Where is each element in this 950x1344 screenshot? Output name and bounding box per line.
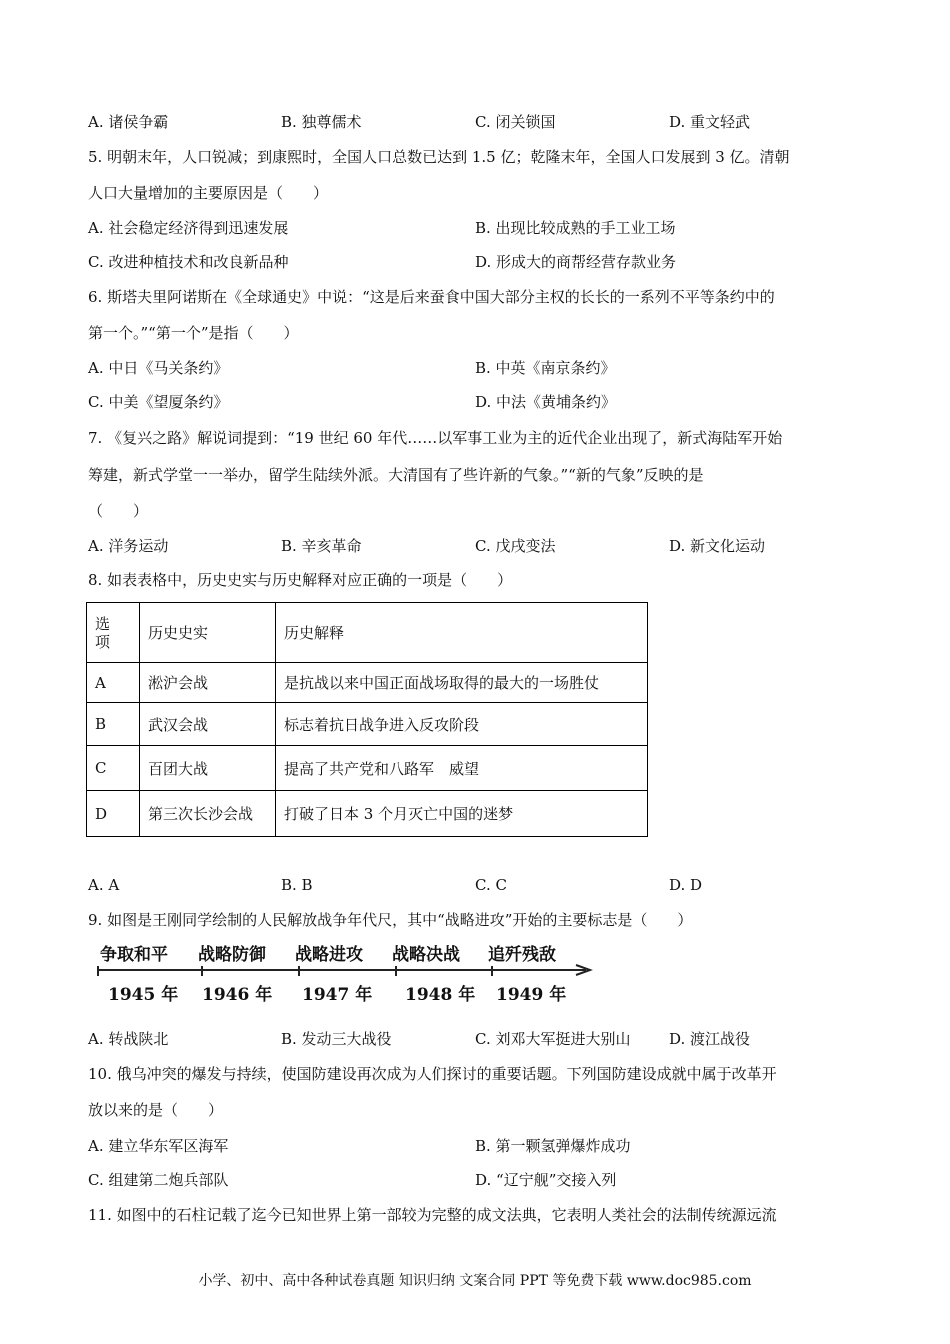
q7-stem-line1: 7. 《复兴之路》解说词提到：“19 世纪 60 年代……以军事工业为主的近代企业出现了，新式海陆军开始 <box>88 429 783 447</box>
q6-stem-line2: 第一个。”“第一个”是指（ ） <box>88 324 299 342</box>
q9-option-d: D. 渡江战役 <box>669 1030 751 1048</box>
q7-option-a: A. 洋务运动 <box>88 537 169 555</box>
table-cell: 标志着抗日战争进入反攻阶段 <box>276 703 648 746</box>
q8-option-b: B. B <box>281 876 313 894</box>
q6-option-c: C. 中美《望厦条约》 <box>88 393 229 411</box>
q6-option-d: D. 中法《黄埔条约》 <box>475 393 617 411</box>
q10-stem-line1: 10. 俄乌冲突的爆发与持续，使国防建设再次成为人们探讨的重要话题。下列国防建设成就中属于改革开 <box>88 1065 777 1083</box>
war-timeline <box>96 940 596 1006</box>
q5-option-c: C. 改进种植技术和改良新品种 <box>88 253 289 271</box>
table-header-row <box>87 603 648 663</box>
q10-stem-line2: 放以来的是（ ） <box>88 1101 224 1119</box>
q6-stem-line1: 6. 斯塔夫里阿诺斯在《全球通史》中说：“这是后来蚕食中国大部分主权的长长的一系列不平等条约中的 <box>88 288 775 306</box>
table-cell: 第三次长沙会战 <box>140 791 276 837</box>
q9-stem: 9. 如图是王刚同学绘制的人民解放战争年代尺，其中“战略进攻”开始的主要标志是（ ） <box>88 911 693 929</box>
table-cell: 百团大战 <box>140 746 276 791</box>
timeline-year: 1946 年 <box>202 985 273 1005</box>
q8-table <box>86 602 648 837</box>
q6-option-a: A. 中日《马关条约》 <box>88 359 229 377</box>
table-cell: B <box>87 703 140 746</box>
timeline-year: 1949 年 <box>496 985 567 1005</box>
table-row <box>87 663 648 703</box>
timeline-label: 追歼残敌 <box>488 945 556 965</box>
q7-option-d: D. 新文化运动 <box>669 537 766 555</box>
q10-option-d: D. “辽宁舰”交接入列 <box>475 1171 617 1189</box>
q4-option-c: C. 闭关锁国 <box>475 113 556 131</box>
q7-option-c: C. 戊戌变法 <box>475 537 556 555</box>
q7-stem-line3: （ ） <box>88 502 149 520</box>
q6-option-b: B. 中英《南京条约》 <box>475 359 616 377</box>
q8-option-c: C. C <box>475 876 507 894</box>
table-row <box>87 791 648 837</box>
timeline-year: 1945 年 <box>108 985 179 1005</box>
q7-stem-line2: 筹建，新式学堂一一举办，留学生陆续外派。大清国有了些许新的气象。”“新的气象”反映的是 <box>88 466 704 484</box>
table-cell: D <box>87 791 140 837</box>
table-row <box>87 703 648 746</box>
q5-option-d: D. 形成大的商帮经营存款业务 <box>475 253 677 271</box>
q10-option-b: B. 第一颗氢弹爆炸成功 <box>475 1137 631 1155</box>
q8-option-d: D. D <box>669 876 703 894</box>
q4-option-a: A. 诸侯争霸 <box>88 113 169 131</box>
timeline-label: 战略防御 <box>198 945 266 965</box>
q5-option-b: B. 出现比较成熟的手工业工场 <box>475 219 676 237</box>
q5-stem-line2: 人口大量增加的主要原因是（ ） <box>88 184 329 202</box>
q8-stem: 8. 如表表格中，历史史实与历史解释对应正确的一项是（ ） <box>88 571 513 589</box>
page-footer: 小学、初中、高中各种试卷真题 知识归纳 文案合同 PPT 等免费下载 www.doc985.com <box>198 1273 752 1289</box>
table-header-cell: 历史史实 <box>140 603 276 663</box>
q9-option-b: B. 发动三大战役 <box>281 1030 392 1048</box>
q9-option-c: C. 刘邓大军挺进大别山 <box>475 1030 631 1048</box>
timeline-label: 战略进攻 <box>295 945 363 965</box>
table-row <box>87 746 648 791</box>
table-cell: 提高了共产党和八路军 威望 <box>276 746 648 791</box>
table-header-cell: 选 项 <box>87 603 140 663</box>
q5-option-a: A. 社会稳定经济得到迅速发展 <box>88 219 289 237</box>
q7-option-b: B. 辛亥革命 <box>281 537 362 555</box>
timeline-axis <box>96 964 596 980</box>
q4-option-d: D. 重文轻武 <box>669 113 751 131</box>
timeline-label: 争取和平 <box>100 945 168 965</box>
table-cell: C <box>87 746 140 791</box>
q10-option-a: A. 建立华东军区海军 <box>88 1137 229 1155</box>
table-cell: 打破了日本 3 个月灭亡中国的迷梦 <box>276 791 648 837</box>
table-cell: 武汉会战 <box>140 703 276 746</box>
table-cell: A <box>87 663 140 703</box>
q9-option-a: A. 转战陕北 <box>88 1030 169 1048</box>
timeline-year: 1948 年 <box>405 985 476 1005</box>
q8-option-a: A. A <box>88 876 120 894</box>
q4-option-b: B. 独尊儒术 <box>281 113 362 131</box>
timeline-label: 战略决战 <box>392 945 460 965</box>
q10-option-c: C. 组建第二炮兵部队 <box>88 1171 229 1189</box>
table-header-cell: 历史解释 <box>276 603 648 663</box>
table-cell: 是抗战以来中国正面战场取得的最大的一场胜仗 <box>276 663 648 703</box>
timeline-year: 1947 年 <box>302 985 373 1005</box>
q11-stem-line1: 11. 如图中的石柱记载了迄今已知世界上第一部较为完整的成文法典，它表明人类社会的法制传统源远流 <box>88 1206 777 1224</box>
table-cell: 淞沪会战 <box>140 663 276 703</box>
q5-stem-line1: 5. 明朝末年，人口锐减；到康熙时，全国人口总数已达到 1.5 亿；乾隆末年，全国人口发展到 3 亿。清朝 <box>88 148 790 166</box>
